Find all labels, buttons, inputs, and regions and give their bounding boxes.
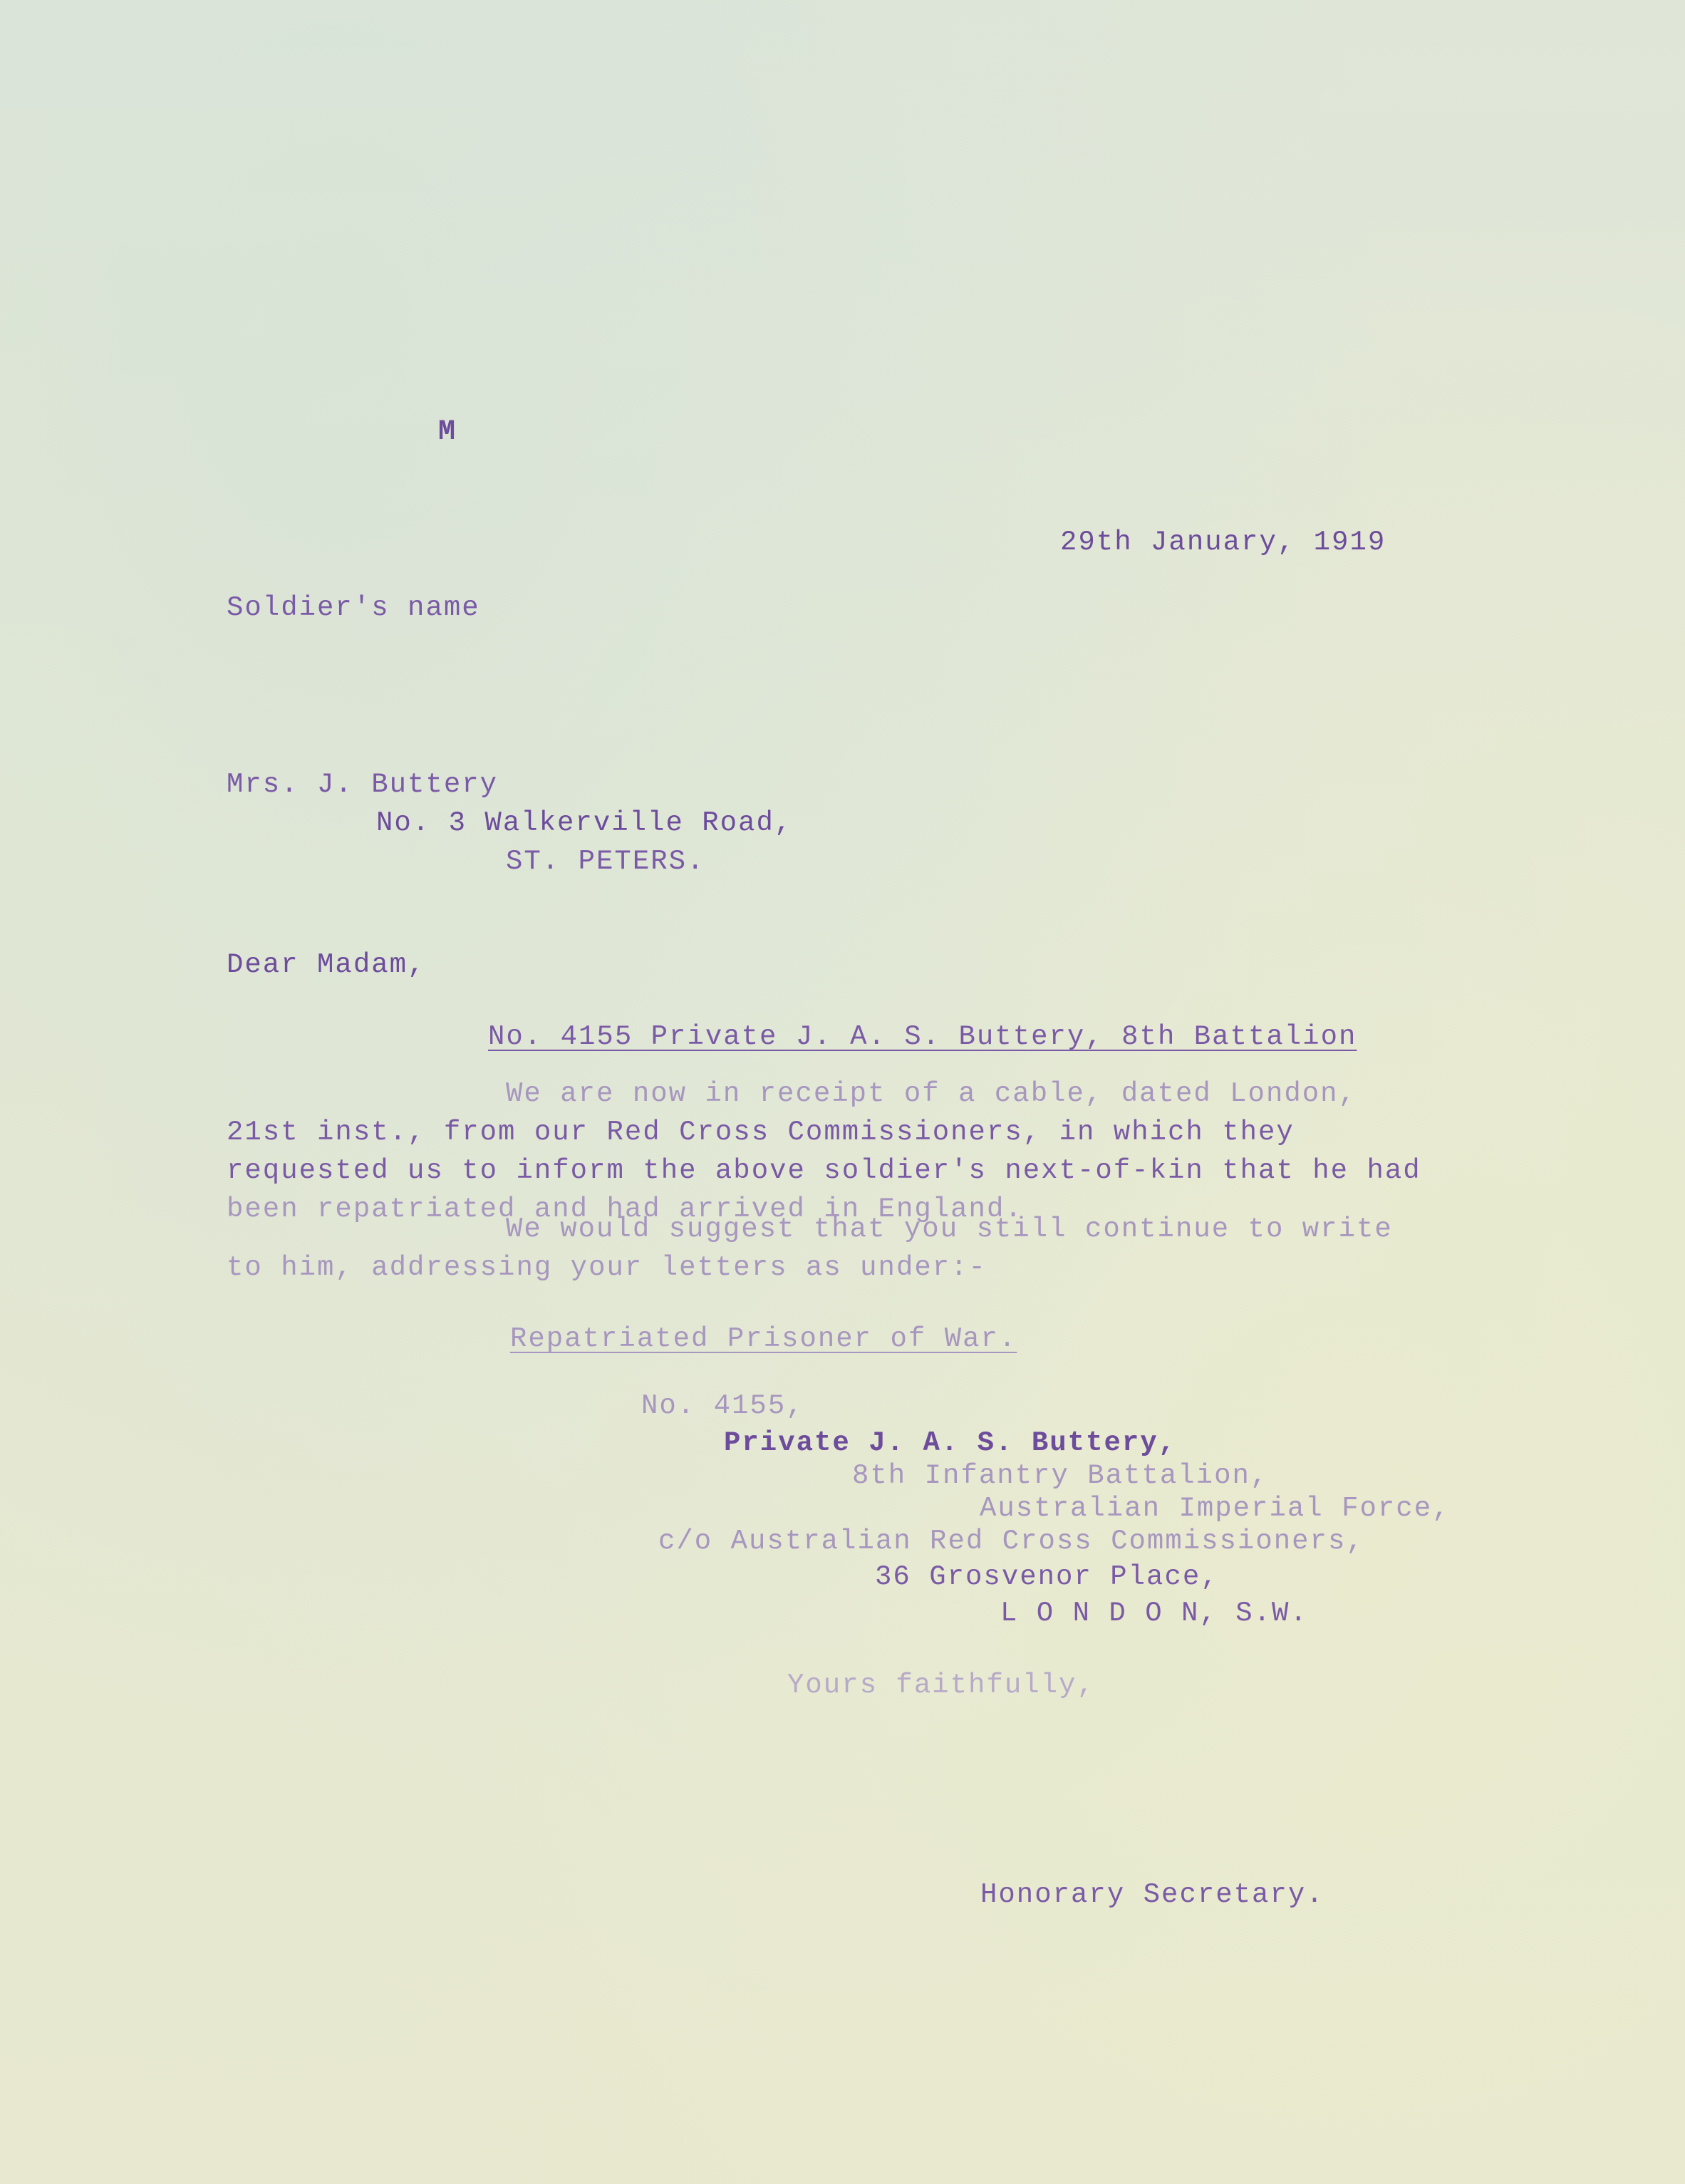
subject-line: No. 4155 Private J. A. S. Buttery, 8th Battalion [488, 1021, 1357, 1052]
recipient-name: Mrs. J. Buttery [227, 769, 499, 800]
initial-mark: M [438, 416, 457, 448]
address-street: 36 Grosvenor Place, [875, 1561, 1219, 1593]
salutation: Dear Madam, [227, 949, 426, 980]
recipient-suburb: ST. PETERS. [506, 846, 705, 877]
address-battalion: 8th Infantry Battalion, [852, 1460, 1269, 1491]
closing: Yours faithfully, [787, 1670, 1095, 1701]
body-line-1: We are now in receipt of a cable, dated London, [506, 1078, 1357, 1109]
address-care-of: c/o Australian Red Cross Commissioners, [658, 1526, 1364, 1557]
signature-title: Honorary Secretary. [980, 1879, 1324, 1910]
body-line-6: to him, addressing your letters as under:- [227, 1252, 987, 1283]
address-number: No. 4155, [641, 1390, 804, 1422]
address-city: L O N D O N, S.W. [1000, 1598, 1308, 1629]
recipient-street: No. 3 Walkerville Road, [376, 807, 793, 839]
address-force: Australian Imperial Force, [980, 1493, 1451, 1524]
body-line-2: 21st inst., from our Red Cross Commissioners, in which they [227, 1117, 1295, 1148]
letter-date: 29th January, 1919 [1060, 527, 1386, 558]
address-heading: Repatriated Prisoner of War. [510, 1323, 1017, 1355]
address-name: Private J. A. S. Buttery, [724, 1427, 1177, 1459]
soldier-name-label: Soldier's name [227, 592, 480, 623]
body-line-4: been repatriated and had arrived in England. [227, 1194, 1023, 1225]
body-line-3: requested us to inform the above soldier's next-of-kin that he had [227, 1155, 1421, 1186]
body-line-5: We would suggest that you still continue to write [506, 1213, 1393, 1245]
